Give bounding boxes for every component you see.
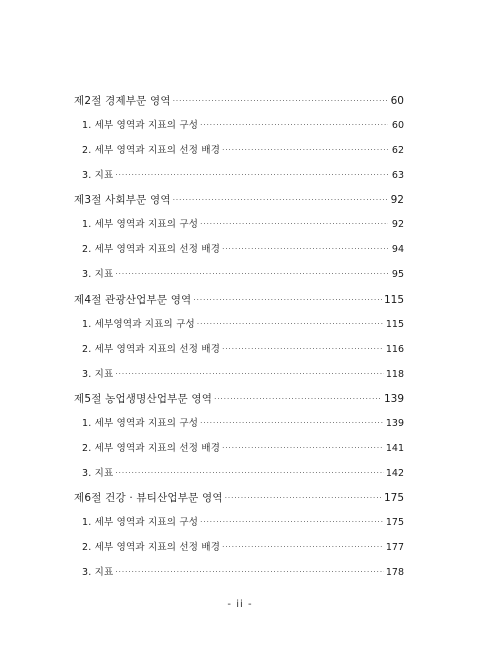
toc-entry-page: 139 (383, 393, 404, 405)
toc-entry-page: 139 (385, 418, 404, 429)
toc-entry-page: 115 (385, 319, 404, 330)
toc-entry-label: 제6절 건강 · 뷰티산업부문 영역 (74, 492, 223, 504)
dot-leader (115, 166, 388, 185)
toc-entry-page: 175 (383, 492, 404, 504)
toc-entry-page: 63 (391, 170, 404, 181)
toc-entry-page: 92 (391, 219, 404, 230)
dot-leader (193, 290, 382, 310)
dot-leader (222, 240, 388, 259)
dot-leader (222, 439, 384, 458)
toc-subsection-entry[interactable] (82, 414, 404, 434)
dot-leader (200, 513, 384, 532)
dot-leader (115, 563, 383, 582)
toc-subsection-entry[interactable] (82, 215, 404, 235)
dot-leader (200, 414, 384, 433)
dot-leader (222, 141, 388, 160)
toc-subsection-entry[interactable] (82, 240, 404, 260)
toc-entry-label: 2. 세부 영역과 지표의 선정 배경 (82, 244, 221, 255)
toc-entry-label: 제2절 경제부문 영역 (74, 95, 171, 107)
toc-entry-label: 1. 세부 영역과 지표의 구성 (82, 418, 199, 429)
toc-entry-page: 116 (385, 344, 404, 355)
toc-entry-page: 178 (385, 567, 404, 578)
dot-leader (214, 389, 382, 409)
toc-subsection-entry[interactable] (82, 439, 404, 459)
toc-entry-label: 3. 지표 (82, 369, 114, 380)
toc-subsection-entry[interactable] (82, 538, 404, 558)
toc-entry-label: 3. 지표 (82, 269, 114, 280)
toc-entry-page: 118 (385, 369, 404, 380)
toc-entry-label: 1. 세부 영역과 지표의 구성 (82, 219, 199, 230)
toc-entry-page: 115 (383, 294, 404, 306)
dot-leader (115, 464, 383, 483)
toc-entry-page: 95 (391, 269, 404, 280)
toc-subsection-entry[interactable] (82, 513, 404, 533)
toc-section-entry[interactable] (74, 190, 404, 210)
toc-section-entry[interactable] (74, 389, 404, 409)
toc-entry-page: 60 (391, 120, 404, 131)
toc-subsection-entry[interactable] (82, 563, 404, 583)
toc-subsection-entry[interactable] (82, 315, 404, 335)
toc-entry-page: 175 (385, 517, 404, 528)
toc-entry-page: 142 (385, 468, 404, 479)
dot-leader (200, 116, 388, 135)
toc-entry-label: 3. 지표 (82, 468, 114, 479)
toc-entry-label: 3. 지표 (82, 170, 114, 181)
toc-subsection-entry[interactable] (82, 166, 404, 186)
toc-entry-page: 94 (391, 244, 404, 255)
toc-entry-page: 177 (385, 542, 404, 553)
page-number-footer: - ii - (227, 599, 253, 610)
toc-entry-label: 1. 세부 영역과 지표의 구성 (82, 120, 199, 131)
toc-entry-page: 62 (391, 145, 404, 156)
toc-subsection-entry[interactable] (82, 265, 404, 285)
dot-leader (115, 265, 388, 284)
toc-section-entry[interactable] (74, 91, 404, 111)
toc-entry-page: 141 (385, 443, 404, 454)
toc-entry-label: 3. 지표 (82, 567, 114, 578)
toc-entry-label: 제5절 농업생명산업부문 영역 (74, 393, 213, 405)
dot-leader (173, 91, 388, 111)
toc-section-entry[interactable] (74, 290, 404, 310)
toc-entry-page: 92 (390, 194, 404, 206)
toc-subsection-entry[interactable] (82, 116, 404, 136)
dot-leader (197, 315, 384, 334)
dot-leader (222, 340, 384, 359)
toc-subsection-entry[interactable] (82, 141, 404, 161)
toc-entry-label: 제4절 관광산업부문 영역 (74, 294, 192, 306)
toc-entry-label: 제3절 사회부문 영역 (74, 194, 171, 206)
toc-entry-label: 2. 세부 영역과 지표의 선정 배경 (82, 145, 221, 156)
dot-leader (173, 190, 388, 210)
toc-entry-page: 60 (390, 95, 404, 107)
dot-leader (115, 365, 383, 384)
toc-entry-label: 2. 세부 영역과 지표의 선정 배경 (82, 443, 221, 454)
toc-section-entry[interactable] (74, 488, 404, 508)
toc-subsection-entry[interactable] (82, 464, 404, 484)
dot-leader (200, 215, 388, 234)
toc-subsection-entry[interactable] (82, 340, 404, 360)
toc-subsection-entry[interactable] (82, 365, 404, 385)
dot-leader (222, 538, 384, 557)
toc-entry-label: 1. 세부 영역과 지표의 구성 (82, 517, 199, 528)
toc-entry-label: 1. 세부영역과 지표의 구성 (82, 319, 195, 330)
toc-entry-label: 2. 세부 영역과 지표의 선정 배경 (82, 542, 221, 553)
dot-leader (225, 488, 382, 508)
toc-entry-label: 2. 세부 영역과 지표의 선정 배경 (82, 344, 221, 355)
